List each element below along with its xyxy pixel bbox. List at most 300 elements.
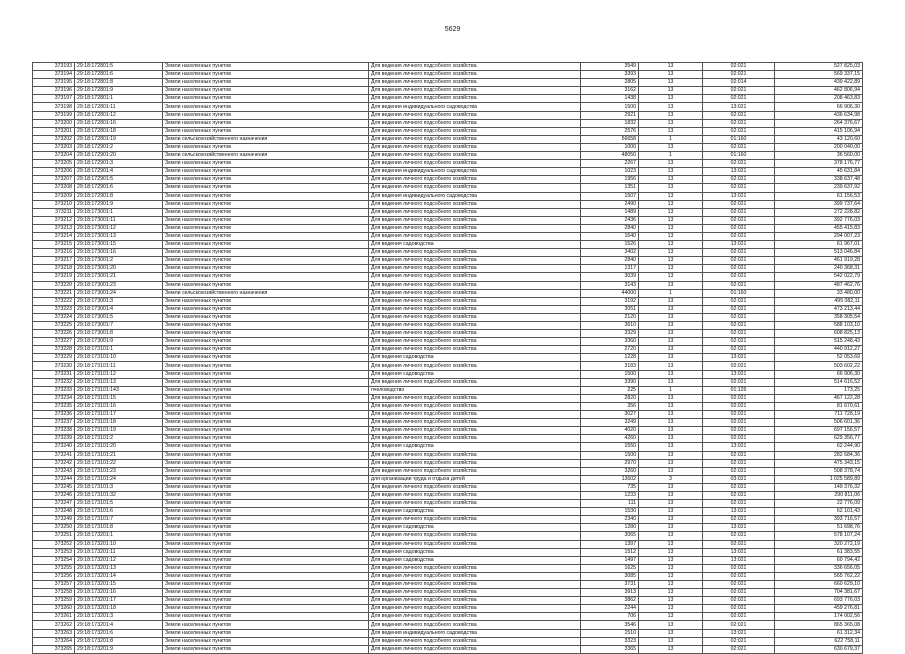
cell-cadastral-number: 29:18:172801:18 (75, 127, 163, 135)
cell-cadastral-value: 62 244,90 (775, 443, 863, 451)
cell-land-category: Земли населенных пунктов (163, 370, 369, 378)
table-row (33, 516, 863, 524)
cell-land-category: Земли населенных пунктов (163, 281, 369, 289)
cell-area: 1000 (581, 143, 639, 151)
cell-area: 1280 (581, 524, 639, 532)
cell-record-number: 373227 (33, 338, 75, 346)
cell-permitted-use: Для ведения личного подсобного хозяйства (369, 564, 581, 572)
cell-area: 48050 (581, 152, 639, 160)
cell-cadastral-value: 565 762,22 (775, 572, 863, 580)
table-row (33, 443, 863, 451)
cell-use-code: 02:021 (703, 143, 775, 151)
cell-permitted-use: Для ведения личного подсобного хозяйства (369, 135, 581, 143)
cell-land-category: Земли населенных пунктов (163, 491, 369, 499)
cell-use-code: 02:021 (703, 313, 775, 321)
cell-group-code: 13 (639, 394, 703, 402)
cell-cadastral-number: 29:18:172901:4 (75, 168, 163, 176)
cell-record-number: 373234 (33, 394, 75, 402)
cell-use-code: 13:021 (703, 168, 775, 176)
cell-record-number: 373252 (33, 540, 75, 548)
cell-land-category: Земли сельскохозяйственного назначения (163, 135, 369, 143)
cell-permitted-use: Для ведения садоводства (369, 524, 581, 532)
cell-record-number: 373204 (33, 152, 75, 160)
cell-cadastral-value: 399 737,64 (775, 200, 863, 208)
cell-use-code: 02:021 (703, 184, 775, 192)
cell-land-category: Земли населенных пунктов (163, 216, 369, 224)
table-row (33, 427, 863, 435)
cell-land-category: Земли населенных пунктов (163, 119, 369, 127)
cell-group-code: 13 (639, 637, 703, 645)
cell-area: 2244 (581, 605, 639, 613)
table-row (33, 378, 863, 386)
cell-cadastral-value: 52 053,69 (775, 354, 863, 362)
cell-area: 1023 (581, 168, 639, 176)
table-row (33, 111, 863, 119)
cell-use-code: 02:021 (703, 427, 775, 435)
cell-group-code: 13 (639, 297, 703, 305)
cell-permitted-use: Для ведения садоводства (369, 370, 581, 378)
cell-land-category: Земли населенных пунктов (163, 168, 369, 176)
cell-group-code: 13 (639, 313, 703, 321)
cell-area: 2576 (581, 127, 639, 135)
cell-cadastral-number: 29:18:173201:1 (75, 532, 163, 540)
cell-record-number: 373245 (33, 483, 75, 491)
cell-group-code: 13 (639, 200, 703, 208)
cell-record-number: 373243 (33, 467, 75, 475)
cell-permitted-use: Для ведения личного подсобного хозяйства (369, 346, 581, 354)
cell-record-number: 373217 (33, 257, 75, 265)
table-row (33, 386, 863, 394)
cell-use-code: 02:021 (703, 589, 775, 597)
cell-permitted-use: Для ведения личного подсобного хозяйства (369, 289, 581, 297)
cell-permitted-use: Для ведения личного подсобного хозяйства (369, 597, 581, 605)
cell-use-code: 13:021 (703, 443, 775, 451)
table-row (33, 87, 863, 95)
cell-cadastral-number: 29:18:172801:19 (75, 135, 163, 143)
cell-cadastral-number: 29:18:173201:16 (75, 589, 163, 597)
cell-permitted-use: Для ведения личного подсобного хозяйства (369, 111, 581, 119)
cell-use-code: 02:021 (703, 419, 775, 427)
cell-permitted-use: Для ведения личного подсобного хозяйства (369, 467, 581, 475)
cell-area: 1497 (581, 556, 639, 564)
cell-permitted-use: пчеловодство (369, 386, 581, 394)
cell-group-code: 13 (639, 451, 703, 459)
cell-area: 3065 (581, 532, 639, 540)
cell-area: 1500 (581, 451, 639, 459)
cell-land-category: Земли населенных пунктов (163, 556, 369, 564)
cell-area: 3162 (581, 87, 639, 95)
cell-land-category: Земли населенных пунктов (163, 564, 369, 572)
cell-land-category: Земли населенных пунктов (163, 184, 369, 192)
cell-use-code: 13:021 (703, 548, 775, 556)
cell-use-code: 02:021 (703, 265, 775, 273)
cell-area: 225 (581, 386, 639, 394)
cell-area: 2805 (581, 79, 639, 87)
cell-permitted-use: Для ведения личного подсобного хозяйства (369, 621, 581, 629)
cell-use-code: 13:021 (703, 192, 775, 200)
cell-cadastral-value: 66 906,30 (775, 370, 863, 378)
cell-use-code: 02:021 (703, 160, 775, 168)
cell-group-code: 13 (639, 63, 703, 71)
cell-record-number: 373216 (33, 249, 75, 257)
table-row (33, 362, 863, 370)
table-row (33, 459, 863, 467)
cell-area: 56658 (581, 135, 639, 143)
cell-record-number: 373253 (33, 548, 75, 556)
parcel-table-body (33, 63, 863, 654)
cell-cadastral-number: 29:18:173101:10 (75, 354, 163, 362)
cell-cadastral-number: 29:18:172801:12 (75, 111, 163, 119)
cell-permitted-use: Для ведения личного подсобного хозяйства (369, 500, 581, 508)
cell-group-code: 13 (639, 378, 703, 386)
cell-cadastral-number: 29:18:173201:6 (75, 629, 163, 637)
cell-permitted-use: Для ведения личного подсобного хозяйства (369, 491, 581, 499)
cell-permitted-use: Для ведения личного подсобного хозяйства (369, 265, 581, 273)
cell-cadastral-number: 29:18:173001:21 (75, 273, 163, 281)
cell-land-category: Земли населенных пунктов (163, 71, 369, 79)
cell-land-category: Земли населенных пунктов (163, 127, 369, 135)
cell-cadastral-value: 61 312,34 (775, 629, 863, 637)
cell-cadastral-number: 29:18:173201:13 (75, 564, 163, 572)
cell-area: 44000 (581, 289, 639, 297)
cell-cadastral-number: 29:18:173101:5 (75, 500, 163, 508)
table-row (33, 354, 863, 362)
cell-record-number: 373212 (33, 216, 75, 224)
cell-group-code: 13 (639, 119, 703, 127)
cell-cadastral-value: 272 228,82 (775, 208, 863, 216)
cell-group-code: 13 (639, 443, 703, 451)
table-row (33, 370, 863, 378)
cell-area: 1397 (581, 540, 639, 548)
cell-land-category: Земли населенных пунктов (163, 200, 369, 208)
cell-permitted-use: Для ведения личного подсобного хозяйства (369, 200, 581, 208)
cell-land-category: Земли населенных пунктов (163, 95, 369, 103)
cell-use-code: 13:021 (703, 354, 775, 362)
table-row (33, 176, 863, 184)
cell-area: 2436 (581, 216, 639, 224)
cell-permitted-use: Для ведения личного подсобного хозяйства (369, 362, 581, 370)
cell-use-code: 02:021 (703, 500, 775, 508)
cell-cadastral-number: 29:18:173101:13 (75, 378, 163, 386)
cell-use-code: 02:021 (703, 127, 775, 135)
cell-permitted-use: Для ведения личного подсобного хозяйства (369, 143, 581, 151)
cell-use-code: 02:021 (703, 613, 775, 621)
cell-cadastral-number: 29:18:173001:1 (75, 208, 163, 216)
cell-use-code: 02:021 (703, 467, 775, 475)
cell-cadastral-number: 29:18:172801:16 (75, 119, 163, 127)
cell-use-code: 02:021 (703, 532, 775, 540)
cell-cadastral-value: 455 415,83 (775, 224, 863, 232)
cell-land-category: Земли населенных пунктов (163, 402, 369, 410)
table-row (33, 152, 863, 160)
cell-permitted-use: Для ведения личного подсобного хозяйства (369, 232, 581, 240)
cell-record-number: 373230 (33, 362, 75, 370)
cell-cadastral-value: 51 698,76 (775, 524, 863, 532)
cell-record-number: 373218 (33, 265, 75, 273)
cell-cadastral-number: 29:18:173001:4 (75, 305, 163, 313)
table-row (33, 645, 863, 653)
table-row (33, 524, 863, 532)
cell-cadastral-number: 29:18:173201:17 (75, 597, 163, 605)
cell-permitted-use: Для ведения личного подсобного хозяйства (369, 322, 581, 330)
cell-cadastral-value: 358 305,54 (775, 313, 863, 321)
cell-land-category: Земли населенных пунктов (163, 613, 369, 621)
cell-permitted-use: Для ведения личного подсобного хозяйства (369, 63, 581, 71)
cell-cadastral-value: 45 631,84 (775, 168, 863, 176)
cell-permitted-use: Для ведения личного подсобного хозяйства (369, 394, 581, 402)
cell-group-code: 13 (639, 184, 703, 192)
cell-area: 2970 (581, 459, 639, 467)
cell-permitted-use: Для ведения индивидуального садоводства (369, 192, 581, 200)
cell-area: 1832 (581, 119, 639, 127)
cell-group-code: 13 (639, 532, 703, 540)
cell-permitted-use: для организации труда и отдыха детей (369, 475, 581, 483)
cell-group-code: 13 (639, 621, 703, 629)
table-row (33, 143, 863, 151)
cell-area: 3260 (581, 467, 639, 475)
cell-permitted-use: Для ведения садоводства (369, 556, 581, 564)
cell-land-category: Земли сельскохозяйственного назначения (163, 152, 369, 160)
cell-land-category: Земли населенных пунктов (163, 362, 369, 370)
cell-cadastral-number: 29:18:173101:17 (75, 411, 163, 419)
cell-group-code: 13 (639, 459, 703, 467)
table-row (33, 265, 863, 273)
cell-use-code: 02:021 (703, 540, 775, 548)
cell-land-category: Земли населенных пунктов (163, 241, 369, 249)
cell-record-number: 373206 (33, 168, 75, 176)
cell-use-code: 13:021 (703, 524, 775, 532)
cell-land-category: Земли населенных пунктов (163, 572, 369, 580)
cell-use-code: 02:021 (703, 208, 775, 216)
cell-land-category: Земли населенных пунктов (163, 645, 369, 653)
cell-record-number: 373221 (33, 289, 75, 297)
table-row (33, 208, 863, 216)
cell-cadastral-value: 487 462,76 (775, 281, 863, 289)
cell-cadastral-value: 506 601,36 (775, 419, 863, 427)
cell-cadastral-value: 1 025 589,89 (775, 475, 863, 483)
cell-permitted-use: Для ведения личного подсобного хозяйства (369, 305, 581, 313)
cell-cadastral-value: 436 634,98 (775, 111, 863, 119)
cell-record-number: 373199 (33, 111, 75, 119)
cell-use-code: 01:160 (703, 152, 775, 160)
cell-record-number: 373242 (33, 459, 75, 467)
cell-group-code: 13 (639, 168, 703, 176)
table-row (33, 548, 863, 556)
cell-cadastral-number: 29:18:172901:6 (75, 184, 163, 192)
cell-area: 735 (581, 483, 639, 491)
table-row (33, 411, 863, 419)
cell-permitted-use: Для ведения личного подсобного хозяйства (369, 451, 581, 459)
cell-use-code: 02:021 (703, 581, 775, 589)
cell-record-number: 373239 (33, 435, 75, 443)
cell-land-category: Земли населенных пунктов (163, 79, 369, 87)
table-row (33, 192, 863, 200)
cell-permitted-use: Для ведения личного подсобного хозяйства (369, 516, 581, 524)
cell-cadastral-value: 61 383,55 (775, 548, 863, 556)
cell-use-code: 02:021 (703, 645, 775, 653)
cell-record-number: 373265 (33, 645, 75, 653)
cell-permitted-use: Для ведения личного подсобного хозяйства (369, 224, 581, 232)
cell-record-number: 373224 (33, 313, 75, 321)
table-row (33, 491, 863, 499)
cell-permitted-use: Для ведения садоводства (369, 354, 581, 362)
cell-cadastral-value: 290 811,06 (775, 491, 863, 499)
cell-cadastral-number: 29:18:173101:7 (75, 516, 163, 524)
cell-record-number: 373250 (33, 524, 75, 532)
table-row (33, 232, 863, 240)
cell-group-code: 13 (639, 467, 703, 475)
cell-use-code: 02:021 (703, 232, 775, 240)
cell-group-code: 13 (639, 79, 703, 87)
cell-cadastral-number: 29:18:173101:8 (75, 524, 163, 532)
cell-cadastral-number: 29:18:172801:5 (75, 63, 163, 71)
table-row (33, 508, 863, 516)
cell-area: 3051 (581, 305, 639, 313)
cell-use-code: 13:021 (703, 556, 775, 564)
cell-land-category: Земли населенных пунктов (163, 483, 369, 491)
cell-cadastral-value: 392 776,03 (775, 216, 863, 224)
cell-permitted-use: Для ведения личного подсобного хозяйства (369, 297, 581, 305)
cell-cadastral-number: 29:18:173001:15 (75, 241, 163, 249)
cell-area: 2921 (581, 111, 639, 119)
cell-cadastral-number: 29:18:173001:2 (75, 257, 163, 265)
cell-group-code: 13 (639, 500, 703, 508)
cell-land-category: Земли населенных пунктов (163, 160, 369, 168)
cell-area: 2820 (581, 394, 639, 402)
cell-cadastral-value: 282 684,36 (775, 451, 863, 459)
table-row (33, 589, 863, 597)
cell-cadastral-number: 29:18:173001:23 (75, 281, 163, 289)
cell-use-code: 02:021 (703, 637, 775, 645)
cell-area: 1500 (581, 103, 639, 111)
cell-group-code: 13 (639, 548, 703, 556)
cell-land-category: Земли населенных пунктов (163, 597, 369, 605)
table-row (33, 79, 863, 87)
cell-area: 706 (581, 613, 639, 621)
cell-cadastral-number: 29:18:172801:6 (75, 71, 163, 79)
cell-area: 2340 (581, 516, 639, 524)
cell-land-category: Земли населенных пунктов (163, 605, 369, 613)
cell-area: 1530 (581, 508, 639, 516)
cell-area: 4020 (581, 427, 639, 435)
cell-cadastral-value: 336 656,05 (775, 564, 863, 572)
cell-record-number: 373244 (33, 475, 75, 483)
cell-record-number: 373256 (33, 572, 75, 580)
table-row (33, 500, 863, 508)
cell-area: 3402 (581, 249, 639, 257)
cell-permitted-use: Для ведения личного подсобного хозяйства (369, 645, 581, 653)
cell-record-number: 373259 (33, 597, 75, 605)
cell-record-number: 373231 (33, 370, 75, 378)
cell-group-code: 13 (639, 103, 703, 111)
cell-cadastral-value: 542 022,79 (775, 273, 863, 281)
cell-permitted-use: Для ведения садоводства (369, 443, 581, 451)
cell-cadastral-number: 29:18:173101:32 (75, 491, 163, 499)
table-row (33, 597, 863, 605)
cell-use-code: 02:021 (703, 605, 775, 613)
cell-land-category: Земли населенных пунктов (163, 621, 369, 629)
cell-area: 3393 (581, 71, 639, 79)
cell-permitted-use: Для ведения личного подсобного хозяйства (369, 411, 581, 419)
cell-area: 3329 (581, 330, 639, 338)
cell-group-code: 13 (639, 483, 703, 491)
cell-use-code: 02:021 (703, 200, 775, 208)
cell-land-category: Земли населенных пунктов (163, 224, 369, 232)
cell-use-code: 02:021 (703, 119, 775, 127)
cell-land-category: Земли населенных пунктов (163, 459, 369, 467)
cell-cadastral-value: 36 560,00 (775, 152, 863, 160)
cell-area: 3027 (581, 411, 639, 419)
cell-group-code: 1 (639, 135, 703, 143)
cell-area: 1500 (581, 370, 639, 378)
cell-cadastral-value: 240 368,31 (775, 265, 863, 273)
table-row (33, 249, 863, 257)
cell-permitted-use: Для ведения личного подсобного хозяйства (369, 589, 581, 597)
cell-record-number: 373193 (33, 63, 75, 71)
cell-cadastral-number: 29:18:173101:23 (75, 467, 163, 475)
cell-group-code: 13 (639, 232, 703, 240)
cell-record-number: 373238 (33, 427, 75, 435)
cell-area: 2720 (581, 346, 639, 354)
cell-record-number: 373246 (33, 491, 75, 499)
cell-cadastral-number: 29:18:173201:18 (75, 605, 163, 613)
cell-land-category: Земли сельскохозяйственного назначения (163, 289, 369, 297)
cell-cadastral-value: 467 122,28 (775, 394, 863, 402)
cell-use-code: 02:021 (703, 95, 775, 103)
cell-land-category: Земли населенных пунктов (163, 208, 369, 216)
cell-land-category: Земли населенных пунктов (163, 322, 369, 330)
cell-land-category: Земли населенных пунктов (163, 176, 369, 184)
cell-land-category: Земли населенных пунктов (163, 143, 369, 151)
cell-land-category: Земли населенных пунктов (163, 111, 369, 119)
page-number: 5629 (444, 26, 461, 33)
cell-permitted-use: Для ведения личного подсобного хозяйства (369, 249, 581, 257)
cell-record-number: 373235 (33, 402, 75, 410)
cell-area: 2120 (581, 313, 639, 321)
cell-use-code: 13:021 (703, 629, 775, 637)
cell-land-category: Земли населенных пунктов (163, 629, 369, 637)
cell-permitted-use: Для ведения личного подсобного хозяйства (369, 176, 581, 184)
cell-cadastral-number: 29:18:173101:143 (75, 386, 163, 394)
table-row (33, 184, 863, 192)
cell-cadastral-value: 60 794,42 (775, 556, 863, 564)
cell-land-category: Земли населенных пунктов (163, 581, 369, 589)
cell-record-number: 373205 (33, 160, 75, 168)
cell-permitted-use: Для ведения личного подсобного хозяйства (369, 257, 581, 265)
cell-group-code: 13 (639, 249, 703, 257)
cell-cadastral-number: 29:18:172801:1 (75, 95, 163, 103)
cell-group-code: 13 (639, 87, 703, 95)
cell-use-code: 02:021 (703, 257, 775, 265)
cell-group-code: 13 (639, 281, 703, 289)
cell-cadastral-value: 495 082,11 (775, 297, 863, 305)
cell-cadastral-number: 29:18:172901:8 (75, 192, 163, 200)
table-row (33, 135, 863, 143)
cell-cadastral-number: 29:18:173001:24 (75, 289, 163, 297)
cell-cadastral-number: 29:18:173201:12 (75, 556, 163, 564)
table-row (33, 119, 863, 127)
cell-area: 1625 (581, 564, 639, 572)
cell-permitted-use: Для ведения личного подсобного хозяйства (369, 419, 581, 427)
cell-permitted-use: Для ведения личного подсобного хозяйства (369, 184, 581, 192)
cell-permitted-use: Для ведения личного подсобного хозяйства (369, 281, 581, 289)
cell-cadastral-value: 475 343,15 (775, 459, 863, 467)
cell-area: 356 (581, 402, 639, 410)
cell-use-code: 02:021 (703, 435, 775, 443)
cell-record-number: 373223 (33, 305, 75, 313)
cell-cadastral-value: 660 629,10 (775, 581, 863, 589)
table-row (33, 322, 863, 330)
